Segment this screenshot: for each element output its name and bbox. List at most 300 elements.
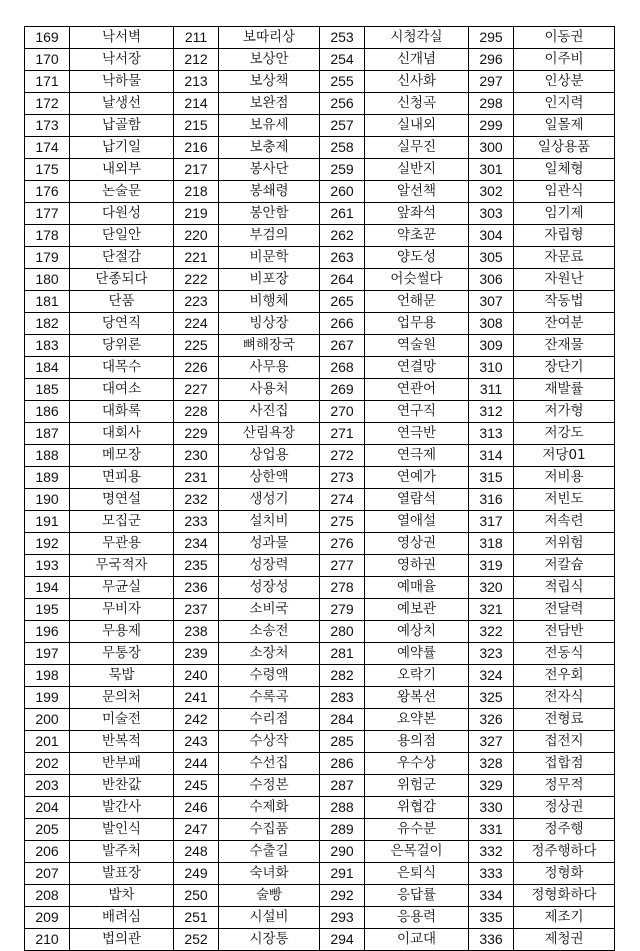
entry-number: 258 [320, 137, 365, 159]
entry-word: 예보관 [365, 599, 469, 621]
entry-word: 무용제 [70, 621, 174, 643]
entry-number: 252 [174, 929, 219, 951]
entry-word: 정형화하다 [514, 885, 615, 907]
table-row [25, 885, 615, 907]
entry-word: 면피용 [70, 467, 174, 489]
table-row [25, 863, 615, 885]
entry-word: 신청곡 [365, 93, 469, 115]
entry-word: 부검의 [219, 225, 320, 247]
entry-word: 저위험 [514, 533, 615, 555]
entry-number: 257 [320, 115, 365, 137]
entry-number: 245 [174, 775, 219, 797]
entry-word: 저칼슘 [514, 555, 615, 577]
entry-number: 295 [469, 27, 514, 49]
entry-number: 290 [320, 841, 365, 863]
entry-word: 보따리상 [219, 27, 320, 49]
entry-number: 202 [25, 753, 70, 775]
entry-word: 왕복선 [365, 687, 469, 709]
entry-word: 납골함 [70, 115, 174, 137]
entry-number: 266 [320, 313, 365, 335]
entry-word: 발간사 [70, 797, 174, 819]
entry-number: 316 [469, 489, 514, 511]
entry-word: 정형화 [514, 863, 615, 885]
entry-word: 저속련 [514, 511, 615, 533]
table-row [25, 929, 615, 951]
entry-word: 저가형 [514, 401, 615, 423]
table-body [25, 27, 615, 951]
entry-number: 240 [174, 665, 219, 687]
entry-number: 235 [174, 555, 219, 577]
entry-number: 301 [469, 159, 514, 181]
entry-word: 전자식 [514, 687, 615, 709]
entry-number: 174 [25, 137, 70, 159]
entry-word: 예약률 [365, 643, 469, 665]
table-row [25, 115, 615, 137]
entry-word: 전형료 [514, 709, 615, 731]
entry-number: 263 [320, 247, 365, 269]
entry-word: 논술문 [70, 181, 174, 203]
entry-word: 정상권 [514, 797, 615, 819]
entry-word: 업무용 [365, 313, 469, 335]
entry-number: 289 [320, 819, 365, 841]
entry-number: 216 [174, 137, 219, 159]
entry-word: 예상치 [365, 621, 469, 643]
entry-word: 반찬값 [70, 775, 174, 797]
table-row [25, 643, 615, 665]
entry-number: 241 [174, 687, 219, 709]
entry-number: 213 [174, 71, 219, 93]
entry-word: 문의처 [70, 687, 174, 709]
entry-number: 242 [174, 709, 219, 731]
table-row [25, 731, 615, 753]
table-row [25, 291, 615, 313]
table-row [25, 423, 615, 445]
entry-word: 소장처 [219, 643, 320, 665]
entry-number: 255 [320, 71, 365, 93]
entry-word: 저빈도 [514, 489, 615, 511]
entry-number: 192 [25, 533, 70, 555]
entry-number: 331 [469, 819, 514, 841]
table-row [25, 401, 615, 423]
entry-number: 232 [174, 489, 219, 511]
entry-word: 어슷썰다 [365, 269, 469, 291]
entry-word: 열애설 [365, 511, 469, 533]
table-row [25, 137, 615, 159]
entry-number: 282 [320, 665, 365, 687]
entry-number: 296 [469, 49, 514, 71]
table-row [25, 709, 615, 731]
entry-number: 297 [469, 71, 514, 93]
entry-word: 다원성 [70, 203, 174, 225]
entry-word: 정무적 [514, 775, 615, 797]
entry-number: 178 [25, 225, 70, 247]
entry-number: 170 [25, 49, 70, 71]
entry-word: 연극제 [365, 445, 469, 467]
entry-number: 189 [25, 467, 70, 489]
entry-word: 성장력 [219, 555, 320, 577]
entry-number: 334 [469, 885, 514, 907]
entry-word: 산림욕장 [219, 423, 320, 445]
entry-word: 연극반 [365, 423, 469, 445]
entry-word: 예매율 [365, 577, 469, 599]
entry-number: 183 [25, 335, 70, 357]
entry-number: 284 [320, 709, 365, 731]
entry-number: 294 [320, 929, 365, 951]
entry-word: 열람석 [365, 489, 469, 511]
entry-number: 264 [320, 269, 365, 291]
entry-word: 배려심 [70, 907, 174, 929]
entry-number: 247 [174, 819, 219, 841]
entry-word: 성과물 [219, 533, 320, 555]
entry-number: 188 [25, 445, 70, 467]
entry-word: 낙서장 [70, 49, 174, 71]
entry-word: 시청각실 [365, 27, 469, 49]
entry-number: 314 [469, 445, 514, 467]
entry-number: 328 [469, 753, 514, 775]
entry-number: 304 [469, 225, 514, 247]
entry-word: 발표장 [70, 863, 174, 885]
entry-number: 313 [469, 423, 514, 445]
entry-word: 메모장 [70, 445, 174, 467]
entry-number: 212 [174, 49, 219, 71]
table-row [25, 819, 615, 841]
entry-word: 응답률 [365, 885, 469, 907]
entry-number: 288 [320, 797, 365, 819]
table-row [25, 181, 615, 203]
entry-word: 봉안함 [219, 203, 320, 225]
table-row [25, 247, 615, 269]
table-row [25, 489, 615, 511]
entry-word: 소비국 [219, 599, 320, 621]
entry-word: 수령액 [219, 665, 320, 687]
entry-number: 286 [320, 753, 365, 775]
entry-word: 제조기 [514, 907, 615, 929]
entry-word: 양도성 [365, 247, 469, 269]
entry-number: 186 [25, 401, 70, 423]
entry-word: 오락기 [365, 665, 469, 687]
entry-word: 사진집 [219, 401, 320, 423]
entry-word: 보완점 [219, 93, 320, 115]
entry-word: 앞좌석 [365, 203, 469, 225]
entry-word: 언해문 [365, 291, 469, 313]
table-row [25, 49, 615, 71]
entry-word: 이동권 [514, 27, 615, 49]
entry-word: 자원난 [514, 269, 615, 291]
entry-word: 위험군 [365, 775, 469, 797]
table-row [25, 511, 615, 533]
entry-number: 244 [174, 753, 219, 775]
entry-word: 재발률 [514, 379, 615, 401]
table-row [25, 313, 615, 335]
entry-number: 308 [469, 313, 514, 335]
entry-word: 영하권 [365, 555, 469, 577]
entry-number: 180 [25, 269, 70, 291]
table-row [25, 335, 615, 357]
entry-word: 우수상 [365, 753, 469, 775]
table-row [25, 225, 615, 247]
entry-word: 이교대 [365, 929, 469, 951]
entry-number: 262 [320, 225, 365, 247]
table-row [25, 907, 615, 929]
word-list-table [24, 26, 615, 951]
entry-word: 묵밥 [70, 665, 174, 687]
entry-word: 요약본 [365, 709, 469, 731]
entry-number: 194 [25, 577, 70, 599]
entry-number: 260 [320, 181, 365, 203]
entry-number: 185 [25, 379, 70, 401]
entry-word: 작동법 [514, 291, 615, 313]
entry-number: 250 [174, 885, 219, 907]
entry-number: 323 [469, 643, 514, 665]
entry-number: 330 [469, 797, 514, 819]
entry-number: 329 [469, 775, 514, 797]
entry-number: 236 [174, 577, 219, 599]
entry-word: 임기제 [514, 203, 615, 225]
entry-word: 비행체 [219, 291, 320, 313]
entry-number: 335 [469, 907, 514, 929]
entry-word: 생성기 [219, 489, 320, 511]
entry-number: 300 [469, 137, 514, 159]
entry-word: 일체형 [514, 159, 615, 181]
entry-word: 상한액 [219, 467, 320, 489]
entry-number: 222 [174, 269, 219, 291]
entry-number: 283 [320, 687, 365, 709]
entry-word: 봉사단 [219, 159, 320, 181]
entry-word: 약초꾼 [365, 225, 469, 247]
entry-word: 시설비 [219, 907, 320, 929]
entry-word: 설치비 [219, 511, 320, 533]
entry-number: 249 [174, 863, 219, 885]
entry-number: 312 [469, 401, 514, 423]
entry-number: 206 [25, 841, 70, 863]
entry-word: 수집품 [219, 819, 320, 841]
entry-word: 반부패 [70, 753, 174, 775]
entry-word: 수선집 [219, 753, 320, 775]
entry-number: 200 [25, 709, 70, 731]
entry-word: 은목걸이 [365, 841, 469, 863]
entry-word: 단종되다 [70, 269, 174, 291]
table-row [25, 27, 615, 49]
entry-number: 207 [25, 863, 70, 885]
entry-number: 298 [469, 93, 514, 115]
entry-word: 신개념 [365, 49, 469, 71]
entry-number: 299 [469, 115, 514, 137]
entry-number: 171 [25, 71, 70, 93]
entry-number: 179 [25, 247, 70, 269]
table-row [25, 775, 615, 797]
entry-number: 261 [320, 203, 365, 225]
entry-number: 327 [469, 731, 514, 753]
entry-number: 277 [320, 555, 365, 577]
entry-number: 310 [469, 357, 514, 379]
entry-number: 254 [320, 49, 365, 71]
entry-number: 224 [174, 313, 219, 335]
entry-word: 정주행 [514, 819, 615, 841]
entry-number: 229 [174, 423, 219, 445]
entry-number: 336 [469, 929, 514, 951]
entry-number: 218 [174, 181, 219, 203]
entry-word: 연결망 [365, 357, 469, 379]
entry-number: 173 [25, 115, 70, 137]
entry-word: 접전지 [514, 731, 615, 753]
entry-number: 239 [174, 643, 219, 665]
entry-number: 319 [469, 555, 514, 577]
entry-word: 봉쇄령 [219, 181, 320, 203]
entry-word: 당위론 [70, 335, 174, 357]
entry-word: 수정본 [219, 775, 320, 797]
entry-word: 잔재물 [514, 335, 615, 357]
entry-word: 대회사 [70, 423, 174, 445]
entry-word: 비문학 [219, 247, 320, 269]
entry-word: 빙상장 [219, 313, 320, 335]
entry-word: 역술원 [365, 335, 469, 357]
entry-number: 273 [320, 467, 365, 489]
entry-number: 278 [320, 577, 365, 599]
entry-number: 195 [25, 599, 70, 621]
entry-number: 219 [174, 203, 219, 225]
entry-word: 용의점 [365, 731, 469, 753]
entry-number: 169 [25, 27, 70, 49]
table-row [25, 841, 615, 863]
table-row [25, 93, 615, 115]
table-row [25, 445, 615, 467]
entry-word: 저강도 [514, 423, 615, 445]
table-row [25, 159, 615, 181]
entry-number: 237 [174, 599, 219, 621]
entry-word: 전달력 [514, 599, 615, 621]
entry-number: 199 [25, 687, 70, 709]
entry-word: 저비용 [514, 467, 615, 489]
entry-number: 234 [174, 533, 219, 555]
entry-word: 적립식 [514, 577, 615, 599]
entry-word: 수리점 [219, 709, 320, 731]
entry-number: 326 [469, 709, 514, 731]
entry-number: 204 [25, 797, 70, 819]
entry-word: 대목수 [70, 357, 174, 379]
entry-number: 196 [25, 621, 70, 643]
entry-number: 225 [174, 335, 219, 357]
entry-word: 응용력 [365, 907, 469, 929]
table-row [25, 753, 615, 775]
entry-word: 장단기 [514, 357, 615, 379]
entry-number: 306 [469, 269, 514, 291]
entry-number: 228 [174, 401, 219, 423]
entry-word: 내외부 [70, 159, 174, 181]
entry-number: 211 [174, 27, 219, 49]
entry-word: 사용처 [219, 379, 320, 401]
entry-number: 223 [174, 291, 219, 313]
entry-number: 302 [469, 181, 514, 203]
entry-number: 309 [469, 335, 514, 357]
entry-word: 정주행하다 [514, 841, 615, 863]
entry-number: 253 [320, 27, 365, 49]
entry-number: 318 [469, 533, 514, 555]
table-row [25, 555, 615, 577]
entry-word: 상업용 [219, 445, 320, 467]
entry-number: 233 [174, 511, 219, 533]
entry-number: 172 [25, 93, 70, 115]
entry-number: 209 [25, 907, 70, 929]
entry-word: 단품 [70, 291, 174, 313]
entry-number: 311 [469, 379, 514, 401]
entry-word: 연예가 [365, 467, 469, 489]
entry-number: 191 [25, 511, 70, 533]
entry-word: 일몰제 [514, 115, 615, 137]
entry-number: 305 [469, 247, 514, 269]
entry-word: 임관식 [514, 181, 615, 203]
entry-word: 당연직 [70, 313, 174, 335]
table-row [25, 269, 615, 291]
entry-word: 신사화 [365, 71, 469, 93]
entry-number: 181 [25, 291, 70, 313]
entry-word: 잔여분 [514, 313, 615, 335]
entry-number: 175 [25, 159, 70, 181]
table-row [25, 467, 615, 489]
entry-word: 유수분 [365, 819, 469, 841]
table-row [25, 797, 615, 819]
entry-number: 268 [320, 357, 365, 379]
entry-number: 187 [25, 423, 70, 445]
entry-number: 265 [320, 291, 365, 313]
entry-word: 단일안 [70, 225, 174, 247]
entry-word: 실무진 [365, 137, 469, 159]
entry-word: 뼈해장국 [219, 335, 320, 357]
entry-number: 303 [469, 203, 514, 225]
entry-word: 대여소 [70, 379, 174, 401]
entry-number: 287 [320, 775, 365, 797]
entry-word: 보상책 [219, 71, 320, 93]
entry-number: 307 [469, 291, 514, 313]
entry-word: 수제화 [219, 797, 320, 819]
entry-word: 낙하물 [70, 71, 174, 93]
entry-number: 333 [469, 863, 514, 885]
entry-number: 267 [320, 335, 365, 357]
entry-word: 발주처 [70, 841, 174, 863]
entry-word: 발인식 [70, 819, 174, 841]
entry-number: 259 [320, 159, 365, 181]
entry-word: 낙서벽 [70, 27, 174, 49]
entry-word: 보유세 [219, 115, 320, 137]
entry-number: 221 [174, 247, 219, 269]
entry-word: 무통장 [70, 643, 174, 665]
entry-word: 반복적 [70, 731, 174, 753]
entry-number: 198 [25, 665, 70, 687]
entry-number: 215 [174, 115, 219, 137]
entry-number: 322 [469, 621, 514, 643]
table-row [25, 665, 615, 687]
entry-word: 제청권 [514, 929, 615, 951]
entry-word: 인지력 [514, 93, 615, 115]
entry-number: 201 [25, 731, 70, 753]
table-row [25, 599, 615, 621]
entry-word: 자립형 [514, 225, 615, 247]
entry-word: 전우회 [514, 665, 615, 687]
entry-number: 321 [469, 599, 514, 621]
entry-number: 220 [174, 225, 219, 247]
entry-word: 성장성 [219, 577, 320, 599]
entry-word: 명연설 [70, 489, 174, 511]
entry-number: 291 [320, 863, 365, 885]
entry-word: 밥차 [70, 885, 174, 907]
entry-word: 수상작 [219, 731, 320, 753]
entry-word: 미술전 [70, 709, 174, 731]
entry-number: 182 [25, 313, 70, 335]
entry-word: 위협감 [365, 797, 469, 819]
entry-number: 271 [320, 423, 365, 445]
entry-number: 231 [174, 467, 219, 489]
entry-number: 293 [320, 907, 365, 929]
entry-word: 무국적자 [70, 555, 174, 577]
